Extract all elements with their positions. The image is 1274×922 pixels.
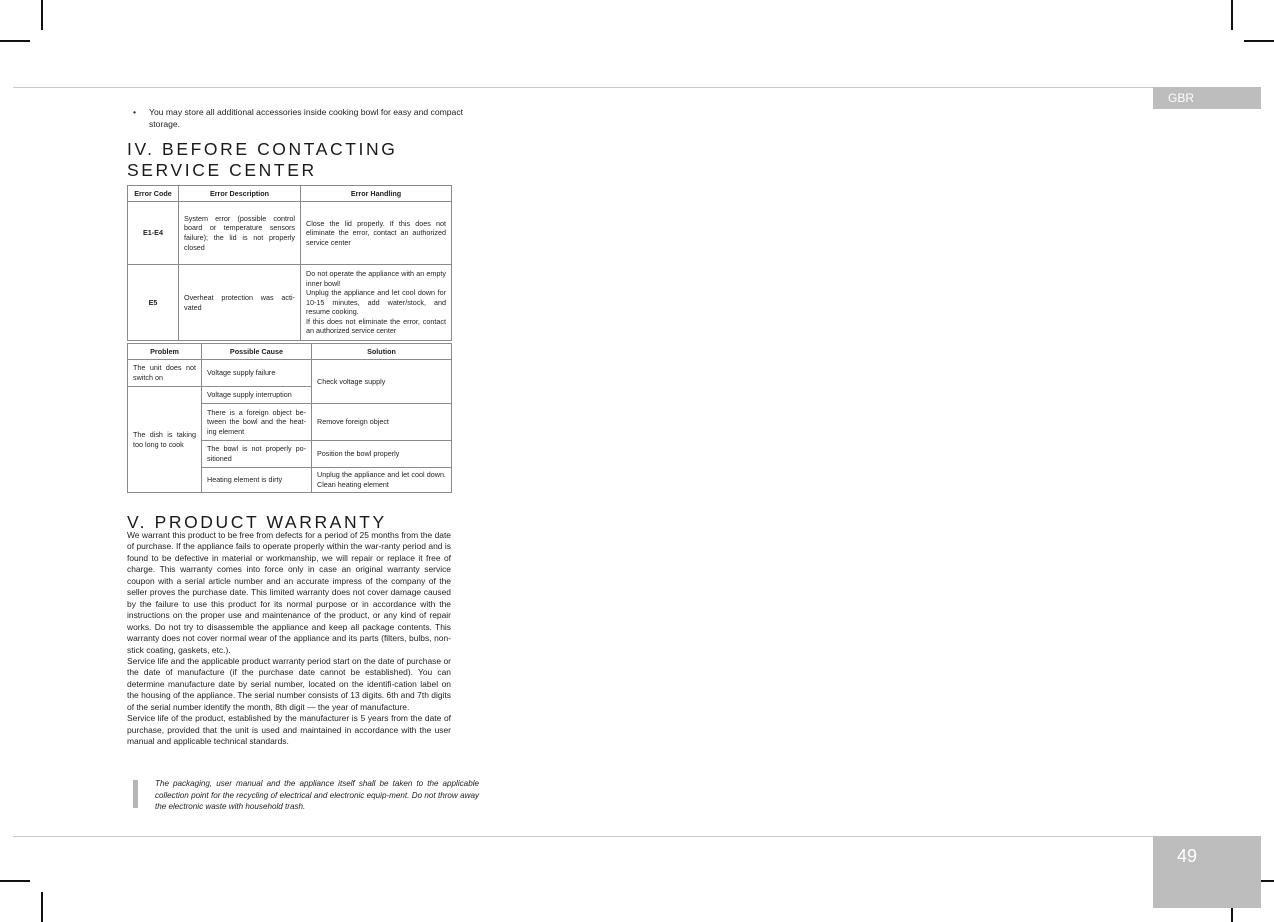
error-handling (301, 265, 452, 341)
crop-mark (0, 880, 30, 882)
handling-line: Unplug the appliance and let cool down for 10-15 minutes, add water/stock, and resume cooking. (306, 288, 446, 317)
error-description: System error (possible control board or temperature sensors failure); the lid is not properly closed (179, 202, 301, 265)
crop-mark (41, 0, 43, 30)
note-marker (133, 780, 138, 808)
column-header: Solution (312, 344, 452, 360)
problem-cell: The dish is taking too long to cook (128, 387, 202, 493)
table-header-row (128, 344, 452, 360)
error-code: E5 (128, 265, 179, 341)
crop-mark (41, 892, 43, 922)
handling-line: Do not operate the appliance with an empty inner bowl! (306, 268, 446, 288)
bullet-marker: • (133, 107, 137, 117)
header-rule (13, 87, 1261, 88)
solution-cell: Check voltage supply (312, 360, 452, 404)
error-code: E1-E4 (128, 202, 179, 265)
solution-cell: Position the bowl properly (312, 441, 452, 468)
warranty-text (127, 530, 451, 748)
cause-cell: Voltage supply failure (202, 360, 312, 387)
warranty-paragraph: Service life and the applicable product warranty period start on the date of purchase or the date of manufacture (if the purchase date cannot be established). You can determine manufacture date by serial number, located on the identifi-cation label on the housing of the appliance. The serial number consists of 13 digits. 6th and 7th digits of the serial number identify the month, 8th digit — the year of manufacture. (127, 655, 451, 712)
crop-mark (1231, 0, 1233, 30)
table-row (128, 202, 452, 265)
problem-cell: The unit does not switch on (128, 360, 202, 387)
handling-line: If this does not eliminate the error, contact an authorized service center (306, 316, 446, 336)
cause-cell: Heating element is dirty (202, 468, 312, 493)
crop-mark (0, 40, 30, 42)
table-header-row (128, 186, 452, 202)
cause-cell: The bowl is not properly po-sitioned (202, 441, 312, 468)
warranty-paragraph: Service life of the product, established by the manufacturer is 5 years from the date of purchase, provided that the unit is used and maintained in accordance with the user manual and applicable technical standards. (127, 713, 451, 747)
table-row (128, 360, 452, 387)
error-code-table (127, 185, 452, 341)
solution-cell: Unplug the appliance and let cool down. Clean heating element (312, 468, 452, 493)
page-number: 49 (1153, 836, 1261, 908)
section-title-service: IV. BEFORE CONTACTING SERVICE CENTER (127, 139, 398, 180)
troubleshooting-table (127, 343, 452, 493)
recycling-note (127, 778, 479, 813)
cause-cell: Voltage supply interruption (202, 387, 312, 404)
solution-cell: Remove foreign object (312, 404, 452, 441)
intro-bullet-text: You may store all additional accessories inside cooking bowl for easy and compact storage. (149, 107, 464, 129)
intro-bullet (127, 107, 473, 130)
column-header: Error Handling (301, 186, 452, 202)
column-header: Error Code (128, 186, 179, 202)
section-title-warranty: V. PRODUCT WARRANTY (127, 512, 387, 532)
column-header: Error Description (179, 186, 301, 202)
error-description: Overheat protection was acti-vated (179, 265, 301, 341)
language-tab: GBR (1153, 87, 1261, 109)
warranty-paragraph: We warrant this product to be free from defects for a period of 25 months from the date of purchase. If the appliance fails to operate properly within the war-ranty period and is found to be defective in material or workmanship, we will repair or replace it free of charge. This warranty comes into force only in case an original warranty service coupon with a serial article number and an accurate impress of the company of the seller proves the purchase date. This limited warranty does not cover damage caused by the failure to use this product for its normal purpose or in accordance with the instructions on the proper use and maintenance of the product, or any kind of repair works. Do not try to disassemble the appliance and keep all package contents. This warranty does not cover normal wear of the appliance and its parts (filters, bulbs, non-stick coating, gaskets, etc.). (127, 530, 451, 655)
table-row (128, 265, 452, 341)
error-handling: Close the lid properly. If this does not eliminate the error, contact an authorized service center (301, 202, 452, 265)
recycling-note-text: The packaging, user manual and the appliance itself shall be taken to the applicable collection point for the recycling of electrical and electronic equip-ment. Do not throw away the electronic waste with household trash. (155, 779, 479, 811)
cause-cell: There is a foreign object be-tween the bowl and the heat-ing element (202, 404, 312, 441)
crop-mark (1244, 40, 1274, 42)
column-header: Problem (128, 344, 202, 360)
column-header: Possible Cause (202, 344, 312, 360)
footer-rule (13, 836, 1261, 837)
